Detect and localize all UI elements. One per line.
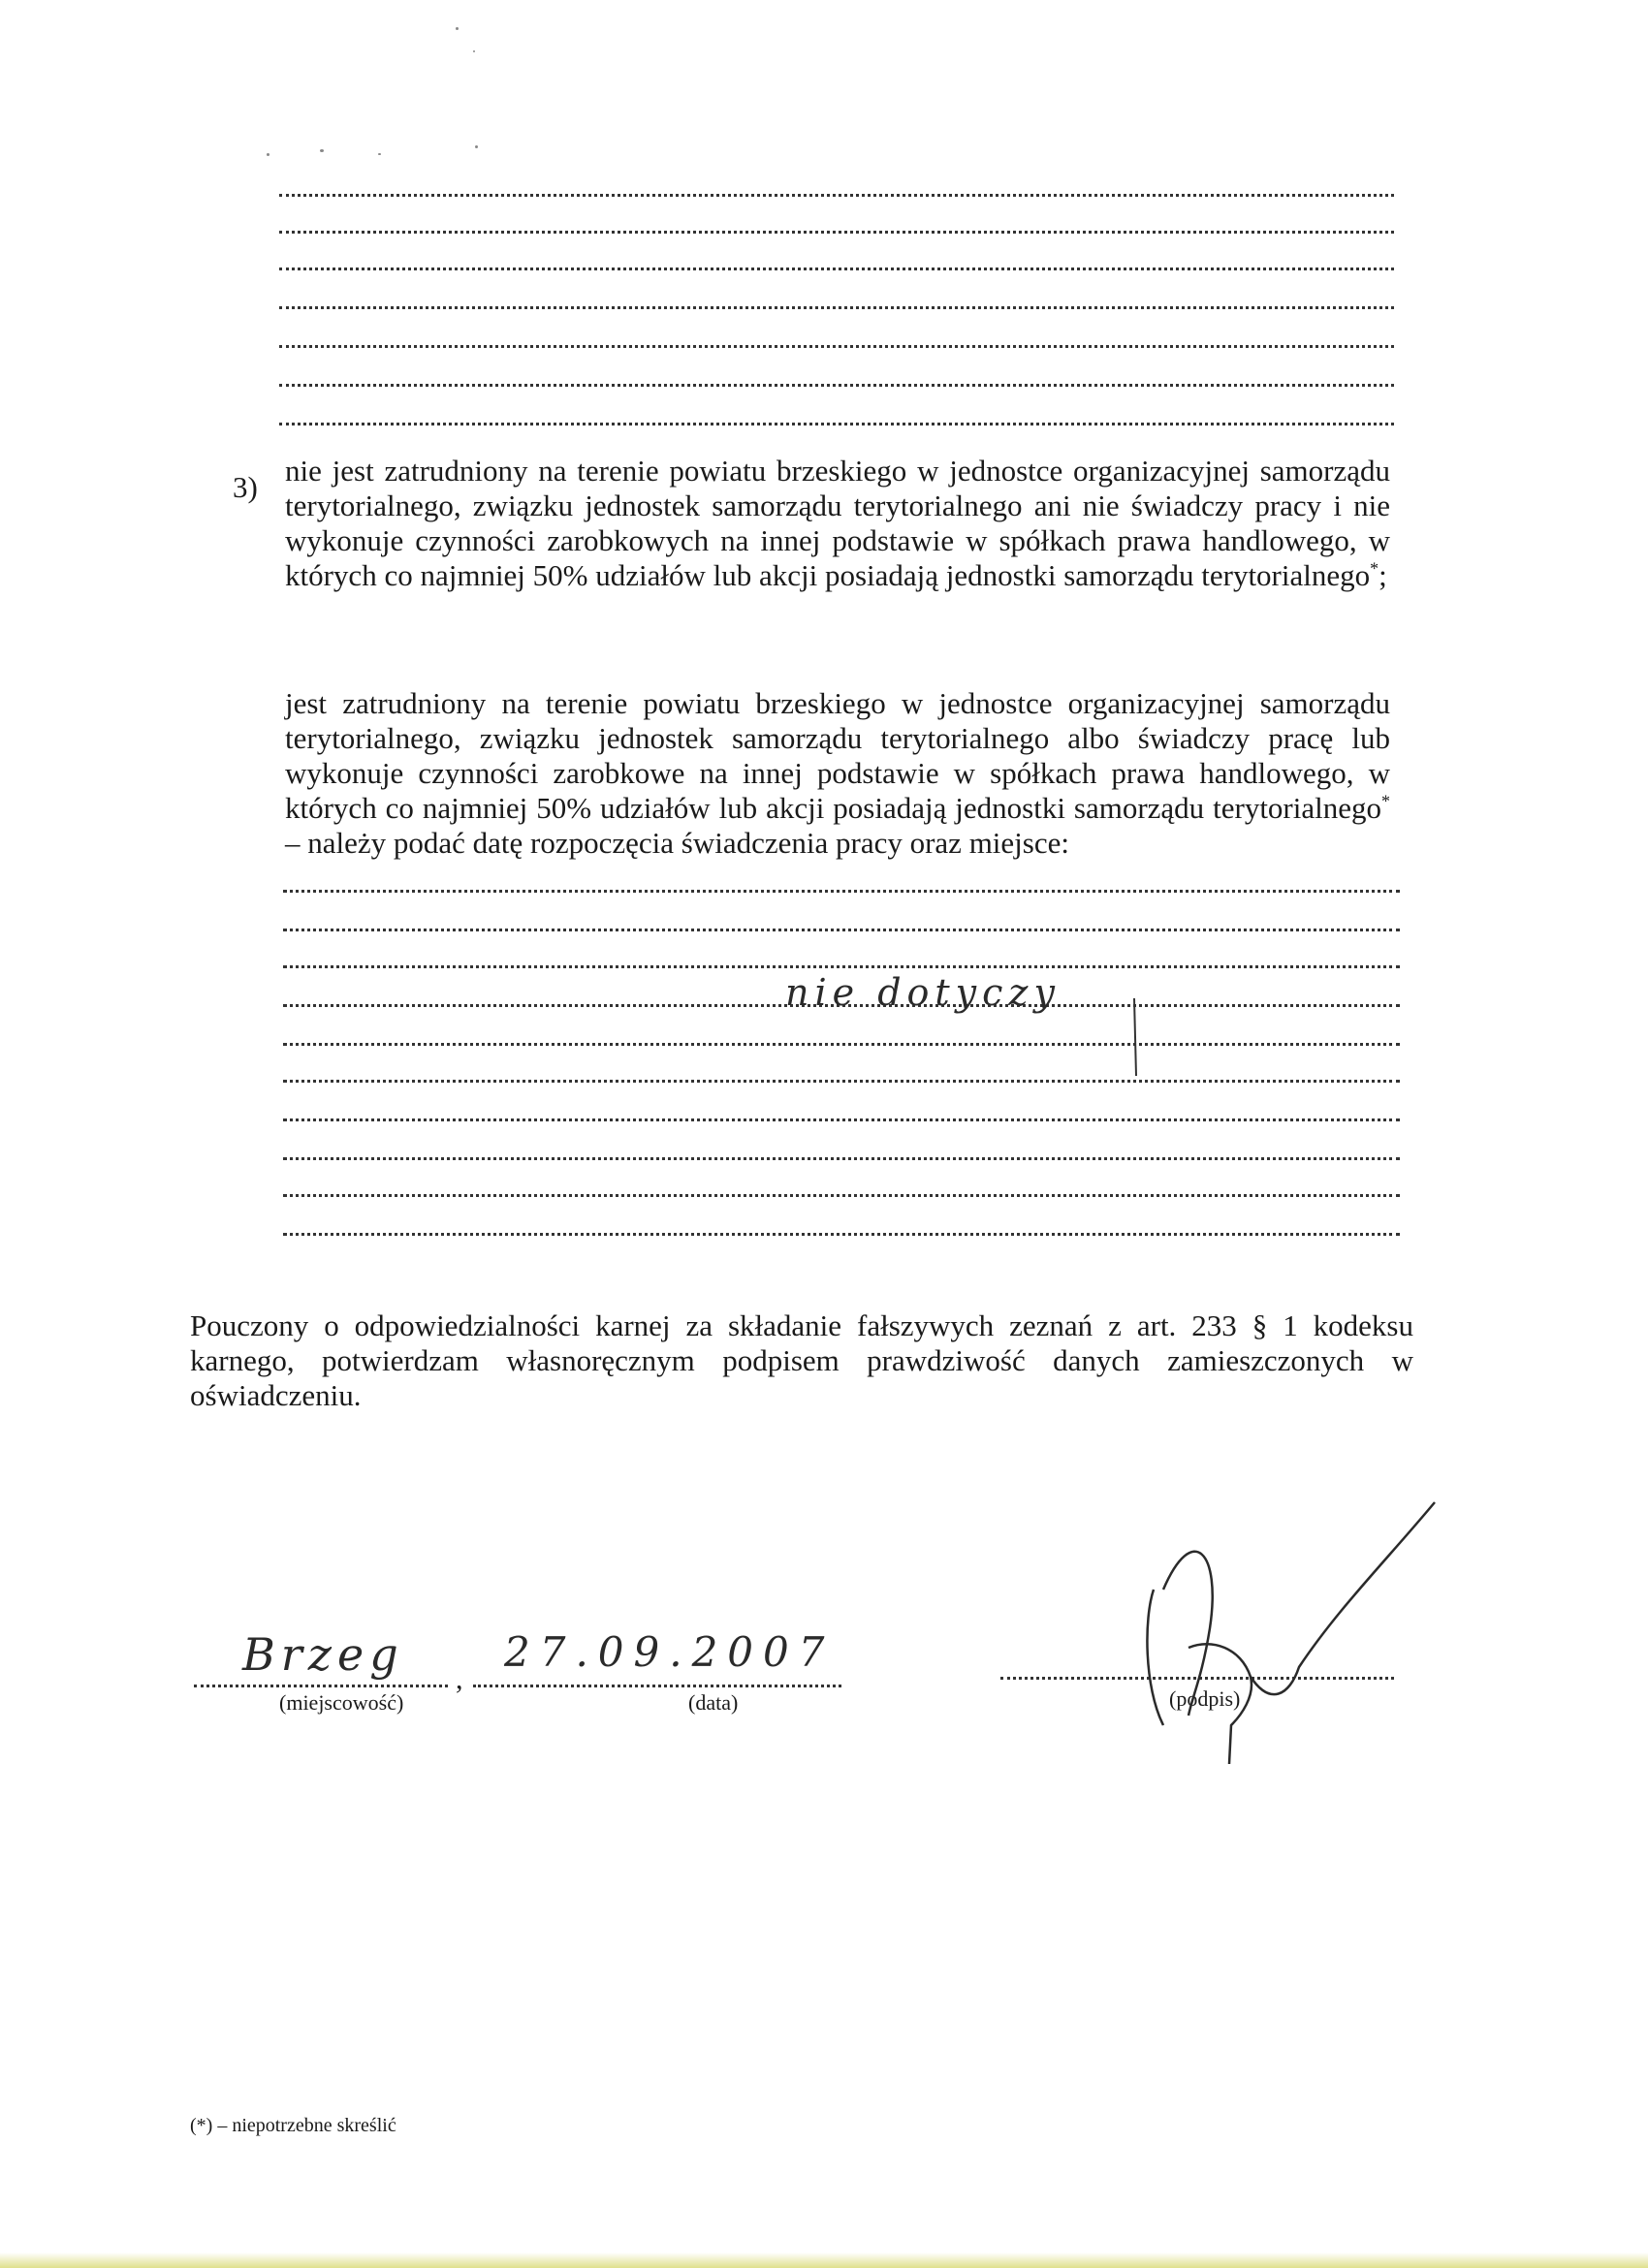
footnote-mark: *	[1370, 558, 1379, 579]
answer-line	[283, 1080, 1400, 1083]
point-number: 3)	[233, 470, 258, 504]
scan-speck	[320, 149, 324, 152]
point-3-text	[285, 454, 1390, 593]
scan-speck	[267, 153, 269, 156]
handwritten-answer: nie dotyczy	[785, 971, 1061, 1014]
alternative-body: jest zatrudniony na terenie powiatu brzeskiego w jednostce organizacyjnej samorządu terytorialnego, związku jednostek samorządu terytorialnego albo świadczy pracę lub wykonuje czynności zarobkowe na innej podstawie w spółkach prawa handlowego, w których co najmniej 50% udziałów lub akcji posiadają jednostki samorządu terytorialnego	[285, 686, 1390, 825]
alternative-tail: – należy podać datę rozpoczęcia świadczenia pracy oraz miejsce:	[285, 826, 1069, 860]
blank-line	[279, 423, 1394, 425]
handwritten-stroke	[1115, 989, 1154, 1086]
place-handwritten: Brzeg	[242, 1628, 404, 1681]
scan-speck	[473, 50, 475, 52]
blank-line	[279, 345, 1394, 348]
scan-speck	[456, 27, 459, 30]
blank-line	[279, 194, 1394, 197]
answer-line	[283, 1233, 1400, 1236]
footnote-mark: *	[1381, 791, 1390, 811]
point-3-end: ;	[1379, 558, 1387, 592]
handwritten-signature	[1095, 1493, 1454, 1764]
point-3-body: nie jest zatrudniony na terenie powiatu brzeskiego w jednostce organizacyjnej samorządu terytorialnego, związku jednostek samorządu terytorialnego ani nie świadczy pracy i nie wykonuje czynności zarobkowych na innej podstawie w spółkach prawa handlowego, w których co najmniej 50% udziałów lub akcji posiadają jednostki samorządu terytorialnego	[285, 454, 1390, 592]
answer-line	[283, 1157, 1400, 1160]
blank-line	[279, 306, 1394, 309]
scan-speck	[475, 145, 478, 148]
blank-line	[279, 384, 1394, 387]
answer-line	[283, 890, 1400, 893]
answer-line	[283, 1194, 1400, 1197]
signature-caption: (podpis)	[1169, 1686, 1241, 1711]
declaration-text: Pouczony o odpowiedzialności karnej za składanie fałszywych zeznań z art. 233 § 1 kodeksu karnego, potwierdzam własnoręcznym podpisem prawdziwość danych zamieszczonych w oświadczeniu.	[190, 1308, 1413, 1412]
separator: ,	[456, 1663, 463, 1695]
scan-speck	[378, 153, 381, 155]
date-line	[473, 1685, 841, 1687]
place-line	[194, 1685, 448, 1687]
blank-line	[279, 231, 1394, 234]
place-caption: (miejscowość)	[279, 1690, 404, 1715]
footnote: (*) – niepotrzebne skreślić	[190, 2115, 396, 2136]
scan-edge	[0, 2252, 1648, 2268]
blank-line	[279, 268, 1394, 270]
answer-line	[283, 1043, 1400, 1046]
alternative-text	[285, 686, 1390, 861]
answer-line	[283, 965, 1400, 968]
answer-line	[283, 1118, 1400, 1121]
date-caption: (data)	[688, 1690, 739, 1715]
date-handwritten: 27.09.2007	[504, 1628, 835, 1676]
answer-line	[283, 929, 1400, 931]
